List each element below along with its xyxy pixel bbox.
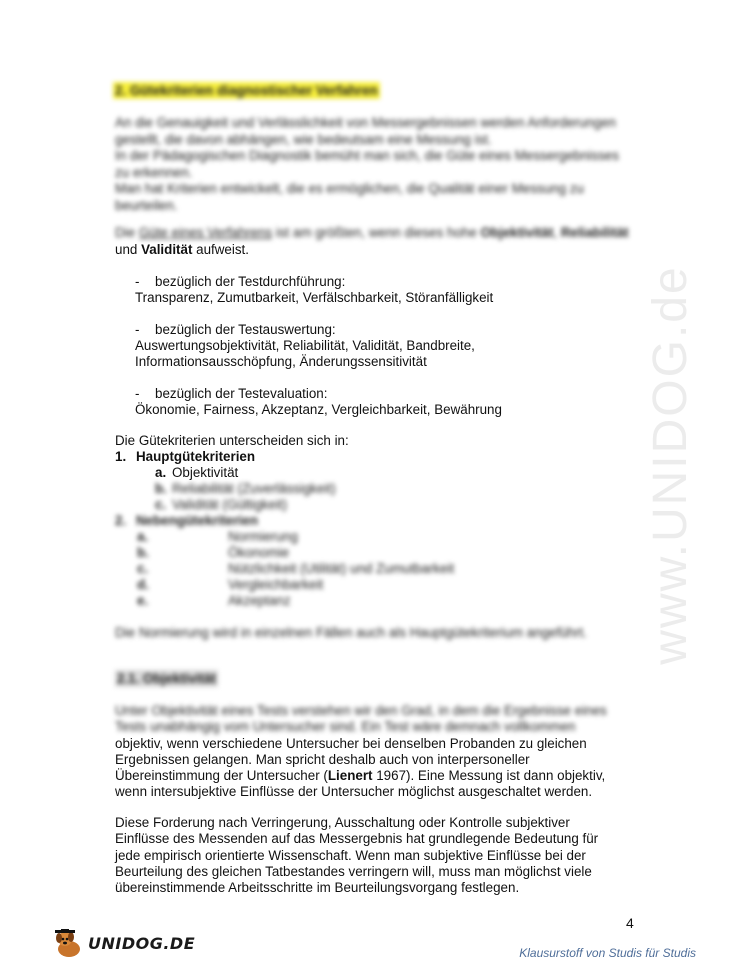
intro-line: zu erkennen.	[115, 164, 193, 180]
objectivity-paragraph-2	[115, 815, 598, 896]
paragraph-line: Diese Forderung nach Verringerung, Ausschaltung oder Kontrolle subjektiver	[115, 815, 570, 830]
watermark-text: www.UNIDOG.de	[644, 265, 697, 665]
quality-sentence: Die Güte eines Verfahrens ist am größten, wenn dieses hohe Objektivität, Reliabilität und Validität aufweist.	[115, 225, 629, 257]
paragraph-line: Ergebnissen gelangen. Man spricht deshalb auch von interpersoneller	[115, 751, 530, 767]
paragraph-line: Tests unabhängig vom Untersucher sind. Ein Test wäre demnach vollkommen	[115, 719, 576, 735]
paragraph-line: Beurteilung des gleichen Tatbestandes verringern will, muss man möglichst viele	[115, 863, 592, 879]
citation-author: Lienert	[327, 768, 373, 784]
page-number: 4	[626, 915, 634, 931]
intro-line: Man hat Kriterien entwickelt, die es ermöglichen, die Qualität einer Messung zu	[115, 181, 584, 196]
secondary-criteria-heading: 2. Nebengütekriterien	[115, 513, 259, 528]
intro-line: In der Pädagogischen Diagnostik bemüht man sich, die Güte eines Messergebnisses	[115, 148, 619, 163]
brand-name: UNIDOG.DE	[88, 934, 196, 953]
secondary-criteria-item: a. Normierung	[137, 529, 298, 544]
criteria-group-1: - bezüglich der Testdurchführung: Transparenz, Zumutbarkeit, Verfälschbarkeit, Störanfälligkeit	[135, 274, 494, 305]
paragraph-line: Unter Objektivität eines Tests verstehen wir den Grad, in dem die Ergebnisse eines	[115, 703, 607, 718]
intro-line: An die Genauigkeit und Verlässlichkeit von Messergebnissen werden Anforderungen	[115, 115, 616, 130]
watermark	[636, 255, 706, 675]
footer-tagline: Klausurstoff von Studis für Studis	[519, 946, 696, 960]
criteria-group-3: - bezüglich der Testevaluation: Ökonomie, Fairness, Akzeptanz, Vergleichbarkeit, Bewährung	[135, 386, 502, 417]
paragraph-line: jede empirisch orientierte Wissenschaft. Wenn man subjektive Einflüsse bei der	[115, 847, 586, 863]
paragraph-line: objektiv, wenn verschiedene Untersucher bei denselben Probanden zu gleichen	[115, 735, 587, 751]
secondary-criteria-item: e. Akzeptanz	[137, 593, 291, 608]
section-2-1-title: 2.1. Objektivität	[117, 671, 216, 686]
norming-note: Die Normierung wird in einzelnen Fällen auch als Hauptgütekriterium angeführt.	[115, 625, 587, 640]
main-criteria-item: a. Objektivität	[155, 465, 239, 480]
section-2-title: 2. Gütekriterien diagnostischer Verfahren	[115, 83, 378, 98]
intro-paragraph	[115, 115, 619, 214]
secondary-criteria-item: b. Ökonomie	[137, 545, 290, 560]
distinguish-intro: Die Gütekriterien unterscheiden sich in:	[115, 433, 349, 448]
secondary-criteria-item: c. Nützlichkeit (Utilität) und Zumutbarkeit	[137, 561, 455, 576]
criteria-group-2: - bezüglich der Testauswertung: Auswertungsobjektivität, Reliabilität, Validität, Bandbreite, Informationsausschöpfung, Änderungssensitivität	[135, 322, 475, 369]
footer-logo	[52, 929, 195, 959]
paragraph-line: Übereinstimmung der Untersucher (Lienert 1967). Eine Messung ist dann objektiv,	[115, 768, 606, 784]
main-criteria-item: b. Reliabilität (Zuverlässigkeit)	[155, 481, 336, 496]
secondary-criteria-item: d. Vergleichbarkeit	[137, 577, 324, 592]
main-criteria-heading: 1. Hauptgütekriterien	[115, 449, 256, 464]
paragraph-line: wenn intersubjektive Einflüsse der Untersucher möglichst ausgeschaltet werden.	[115, 784, 593, 800]
intro-line: gestellt, die davon abhängen, wie bedeutsam eine Messung ist.	[115, 131, 492, 147]
main-criteria-item: c. Validität (Gültigkeit)	[155, 497, 288, 512]
intro-line: beurteilen.	[115, 197, 178, 213]
dog-mascot-icon	[52, 929, 86, 959]
paragraph-line: übereinstimmende Arbeitsschritte im Beurteilungsvorgang festlegen.	[115, 880, 520, 896]
objectivity-paragraph-1	[115, 703, 607, 801]
paragraph-line: Einflüsse des Messenden auf das Messergebnis hat grundlegende Bedeutung für	[115, 831, 599, 847]
quality-link[interactable]: Güte eines Verfahrens	[138, 225, 273, 240]
